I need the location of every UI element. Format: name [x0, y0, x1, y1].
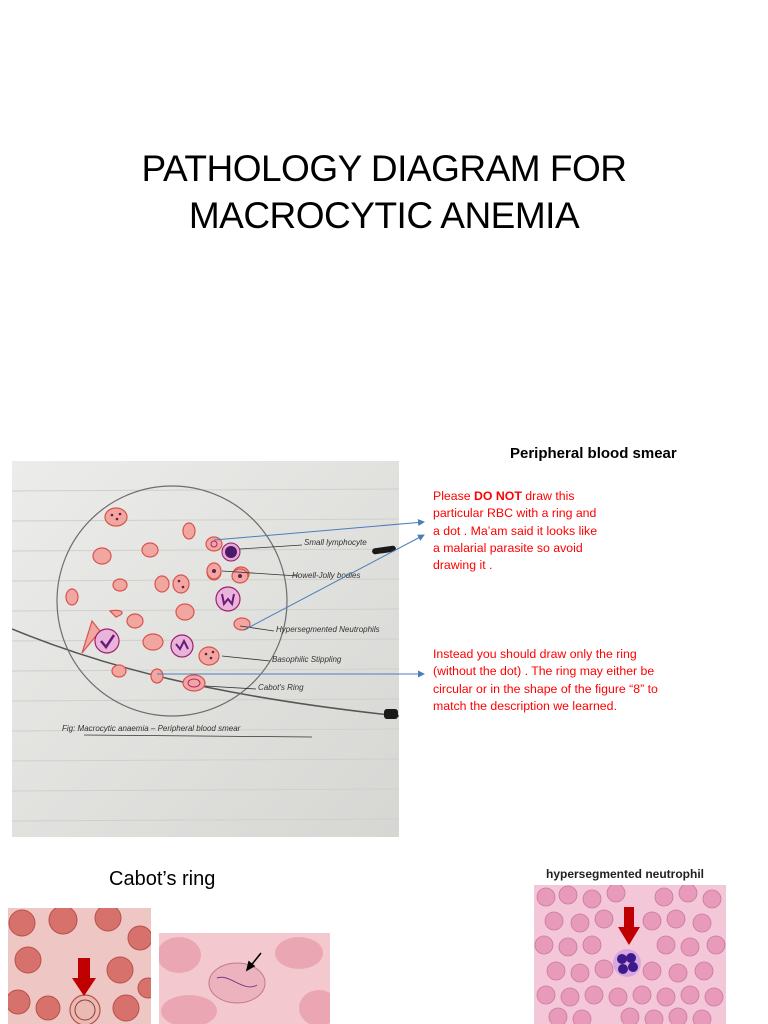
note1-prefix: Please — [433, 489, 475, 503]
rbc — [128, 926, 151, 950]
rbc — [36, 996, 60, 1020]
cabot-ring-title: Cabot’s ring — [109, 868, 216, 890]
rbc — [8, 990, 30, 1014]
rbc — [15, 947, 41, 973]
rbc — [95, 908, 121, 931]
drawing-label-hypersegmented: Hypersegmented Neutrophils — [276, 625, 380, 634]
neutrophil-caption: hypersegmented neutrophil — [545, 867, 705, 881]
cabot-photo-2-svg — [159, 933, 330, 1024]
drawing-label-howell-jolly: Howell-Jolly bodies — [292, 571, 361, 580]
drawing-label-stippling: Basophilic Stippling — [272, 655, 342, 664]
instruction-note-draw-ring: Instead you should draw only the ring (without the dot) . The ring may either be circular or in the shape of the figure “8” to match the description we learned. — [433, 647, 658, 713]
rbc — [49, 908, 77, 934]
hypersegmented-neutrophil-photo — [520, 866, 730, 1024]
note1-suffix: draw this particular RBC with a ring and a dot . Ma’am said it looks like a malarial parasite so avoid drawing it . — [433, 489, 598, 573]
neutrophil-photo-svg — [534, 885, 726, 1024]
cabot-photo-1-svg — [8, 908, 151, 1024]
cabot-ring-cell — [70, 995, 100, 1024]
rbc — [159, 937, 201, 973]
rbc — [9, 910, 35, 936]
cabot-ring-cell — [209, 963, 265, 1003]
rbc — [113, 995, 139, 1021]
drawing-caption: Fig: Macrocytic anaemia – Peripheral blood smear — [62, 724, 241, 733]
note1-emphasis: DO NOT — [474, 489, 522, 503]
slide-title-line-2: MACROCYTIC ANEMIA — [188, 195, 580, 236]
cabot-ring-photo-1 — [8, 908, 151, 1024]
neutrophil-cell — [613, 949, 641, 977]
rbc — [107, 957, 133, 983]
drawing-label-lymphocyte: Small lymphocyte — [304, 538, 367, 547]
rbc — [275, 937, 323, 969]
drawing-label-cabot: Cabot's Ring — [258, 683, 304, 692]
cabot-ring-photo-2 — [159, 933, 330, 1024]
slide-title-line-1: PATHOLOGY DIAGRAM FOR — [141, 148, 627, 189]
smear-heading: Peripheral blood smear — [510, 445, 677, 462]
callout-line-1 — [214, 522, 424, 540]
instruction-note-do-not-draw — [433, 488, 603, 574]
callout-line-2 — [244, 535, 424, 630]
